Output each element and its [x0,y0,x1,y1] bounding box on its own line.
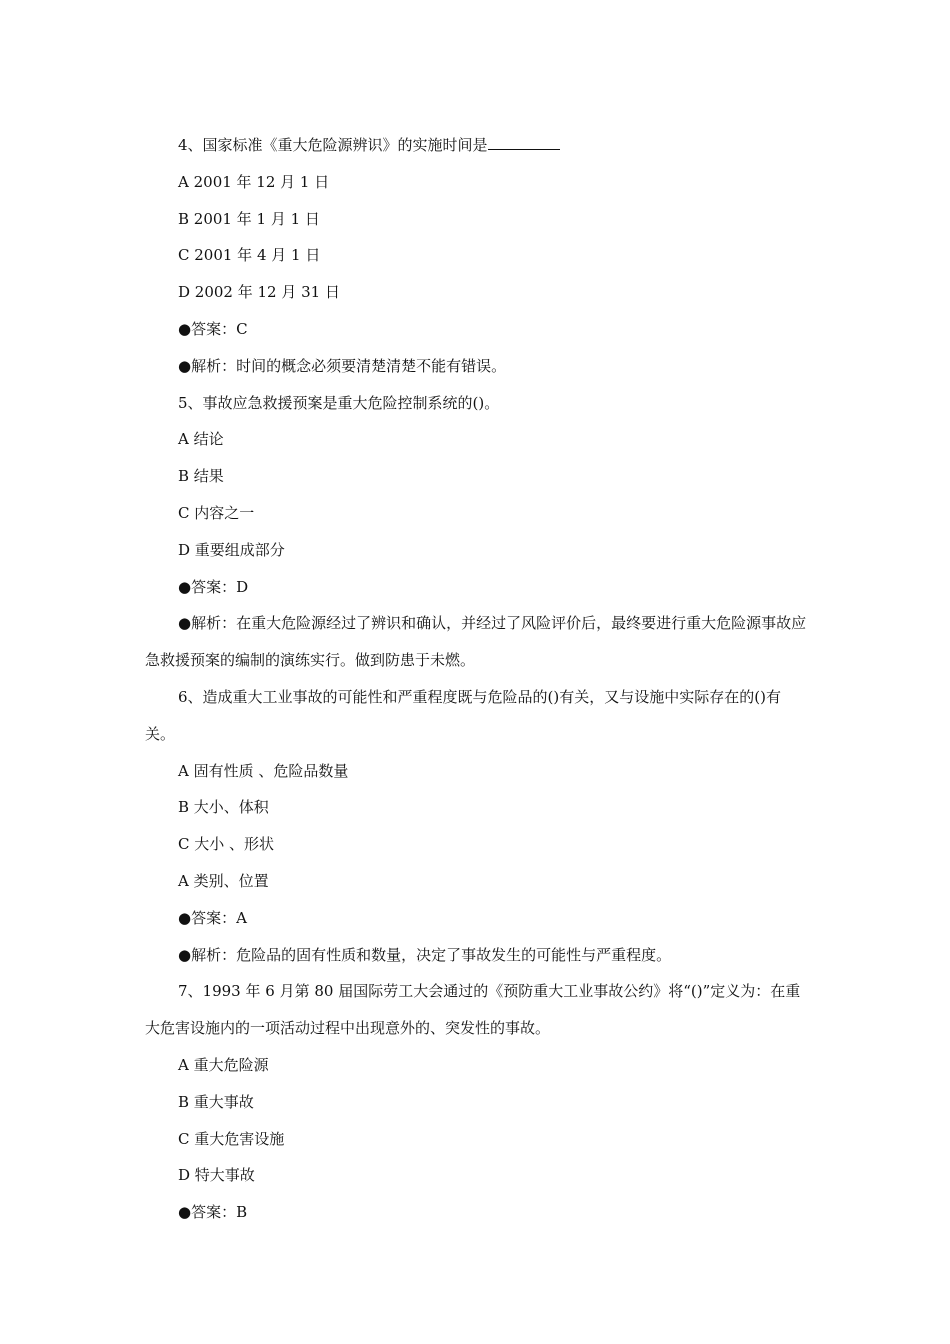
question-7-option-c: C 重大危害设施 [178,1129,285,1148]
question-4-stem-text: 4、国家标准《重大危险源辨识》的实施时间是 [178,136,488,154]
question-5-option-c: C 内容之一 [178,503,255,522]
question-5-stem: 5、事故应急救援预案是重大危险控制系统的()。 [178,393,500,412]
question-6-option-b: B 大小、体积 [178,798,269,817]
question-7-answer: ●答案：B [178,1203,248,1222]
question-4-option-a: A 2001 年 12 月 1 日 [178,172,330,191]
question-7-stem: 7、1993 年 6 月第 80 届国际劳工大会通过的《预防重大工业事故公约》将“()”定义为：在重大危害设施内的一项活动过程中出现意外的、突发性的事故。 [145,982,801,1038]
question-5-option-b: B 结果 [178,467,224,486]
question-7-option-b: B 重大事故 [178,1092,254,1111]
question-6-analysis: ●解析：危险品的固有性质和数量，决定了事故发生的可能性与严重程度。 [178,945,672,964]
question-5-option-a: A 结论 [178,430,224,449]
question-6-option-c: C 大小 、形状 [178,835,275,854]
answer-blank [488,135,560,150]
question-4-option-b: B 2001 年 1 月 1 日 [178,209,320,228]
question-6-stem: 6、造成重大工业事故的可能性和严重程度既与危险品的()有关，又与设施中实际存在的()有关。 [145,687,781,743]
question-4-analysis: ●解析：时间的概念必须要清楚清楚不能有错误。 [178,356,507,375]
question-6-answer: ●答案：A [178,908,247,927]
question-4-stem [145,127,810,164]
question-4-option-c: C 2001 年 4 月 1 日 [178,246,321,265]
question-6-option-a: A 固有性质 、危险品数量 [178,761,349,780]
question-6-option-d: A 类别、位置 [178,871,269,890]
question-5-option-d: D 重要组成部分 [178,540,285,559]
question-4-option-d: D 2002 年 12 月 31 日 [178,283,340,302]
question-4-answer: ●答案：C [178,319,248,338]
question-5-answer: ●答案：D [178,577,249,596]
question-7-option-a: A 重大危险源 [178,1055,269,1074]
document-body [145,127,810,1231]
question-7-option-d: D 特大事故 [178,1166,255,1185]
question-5-analysis: ●解析：在重大危险源经过了辨识和确认，并经过了风险评价后，最终要进行重大危险源事故应急救援预案的编制的演练实行。做到防患于未燃。 [145,614,807,670]
